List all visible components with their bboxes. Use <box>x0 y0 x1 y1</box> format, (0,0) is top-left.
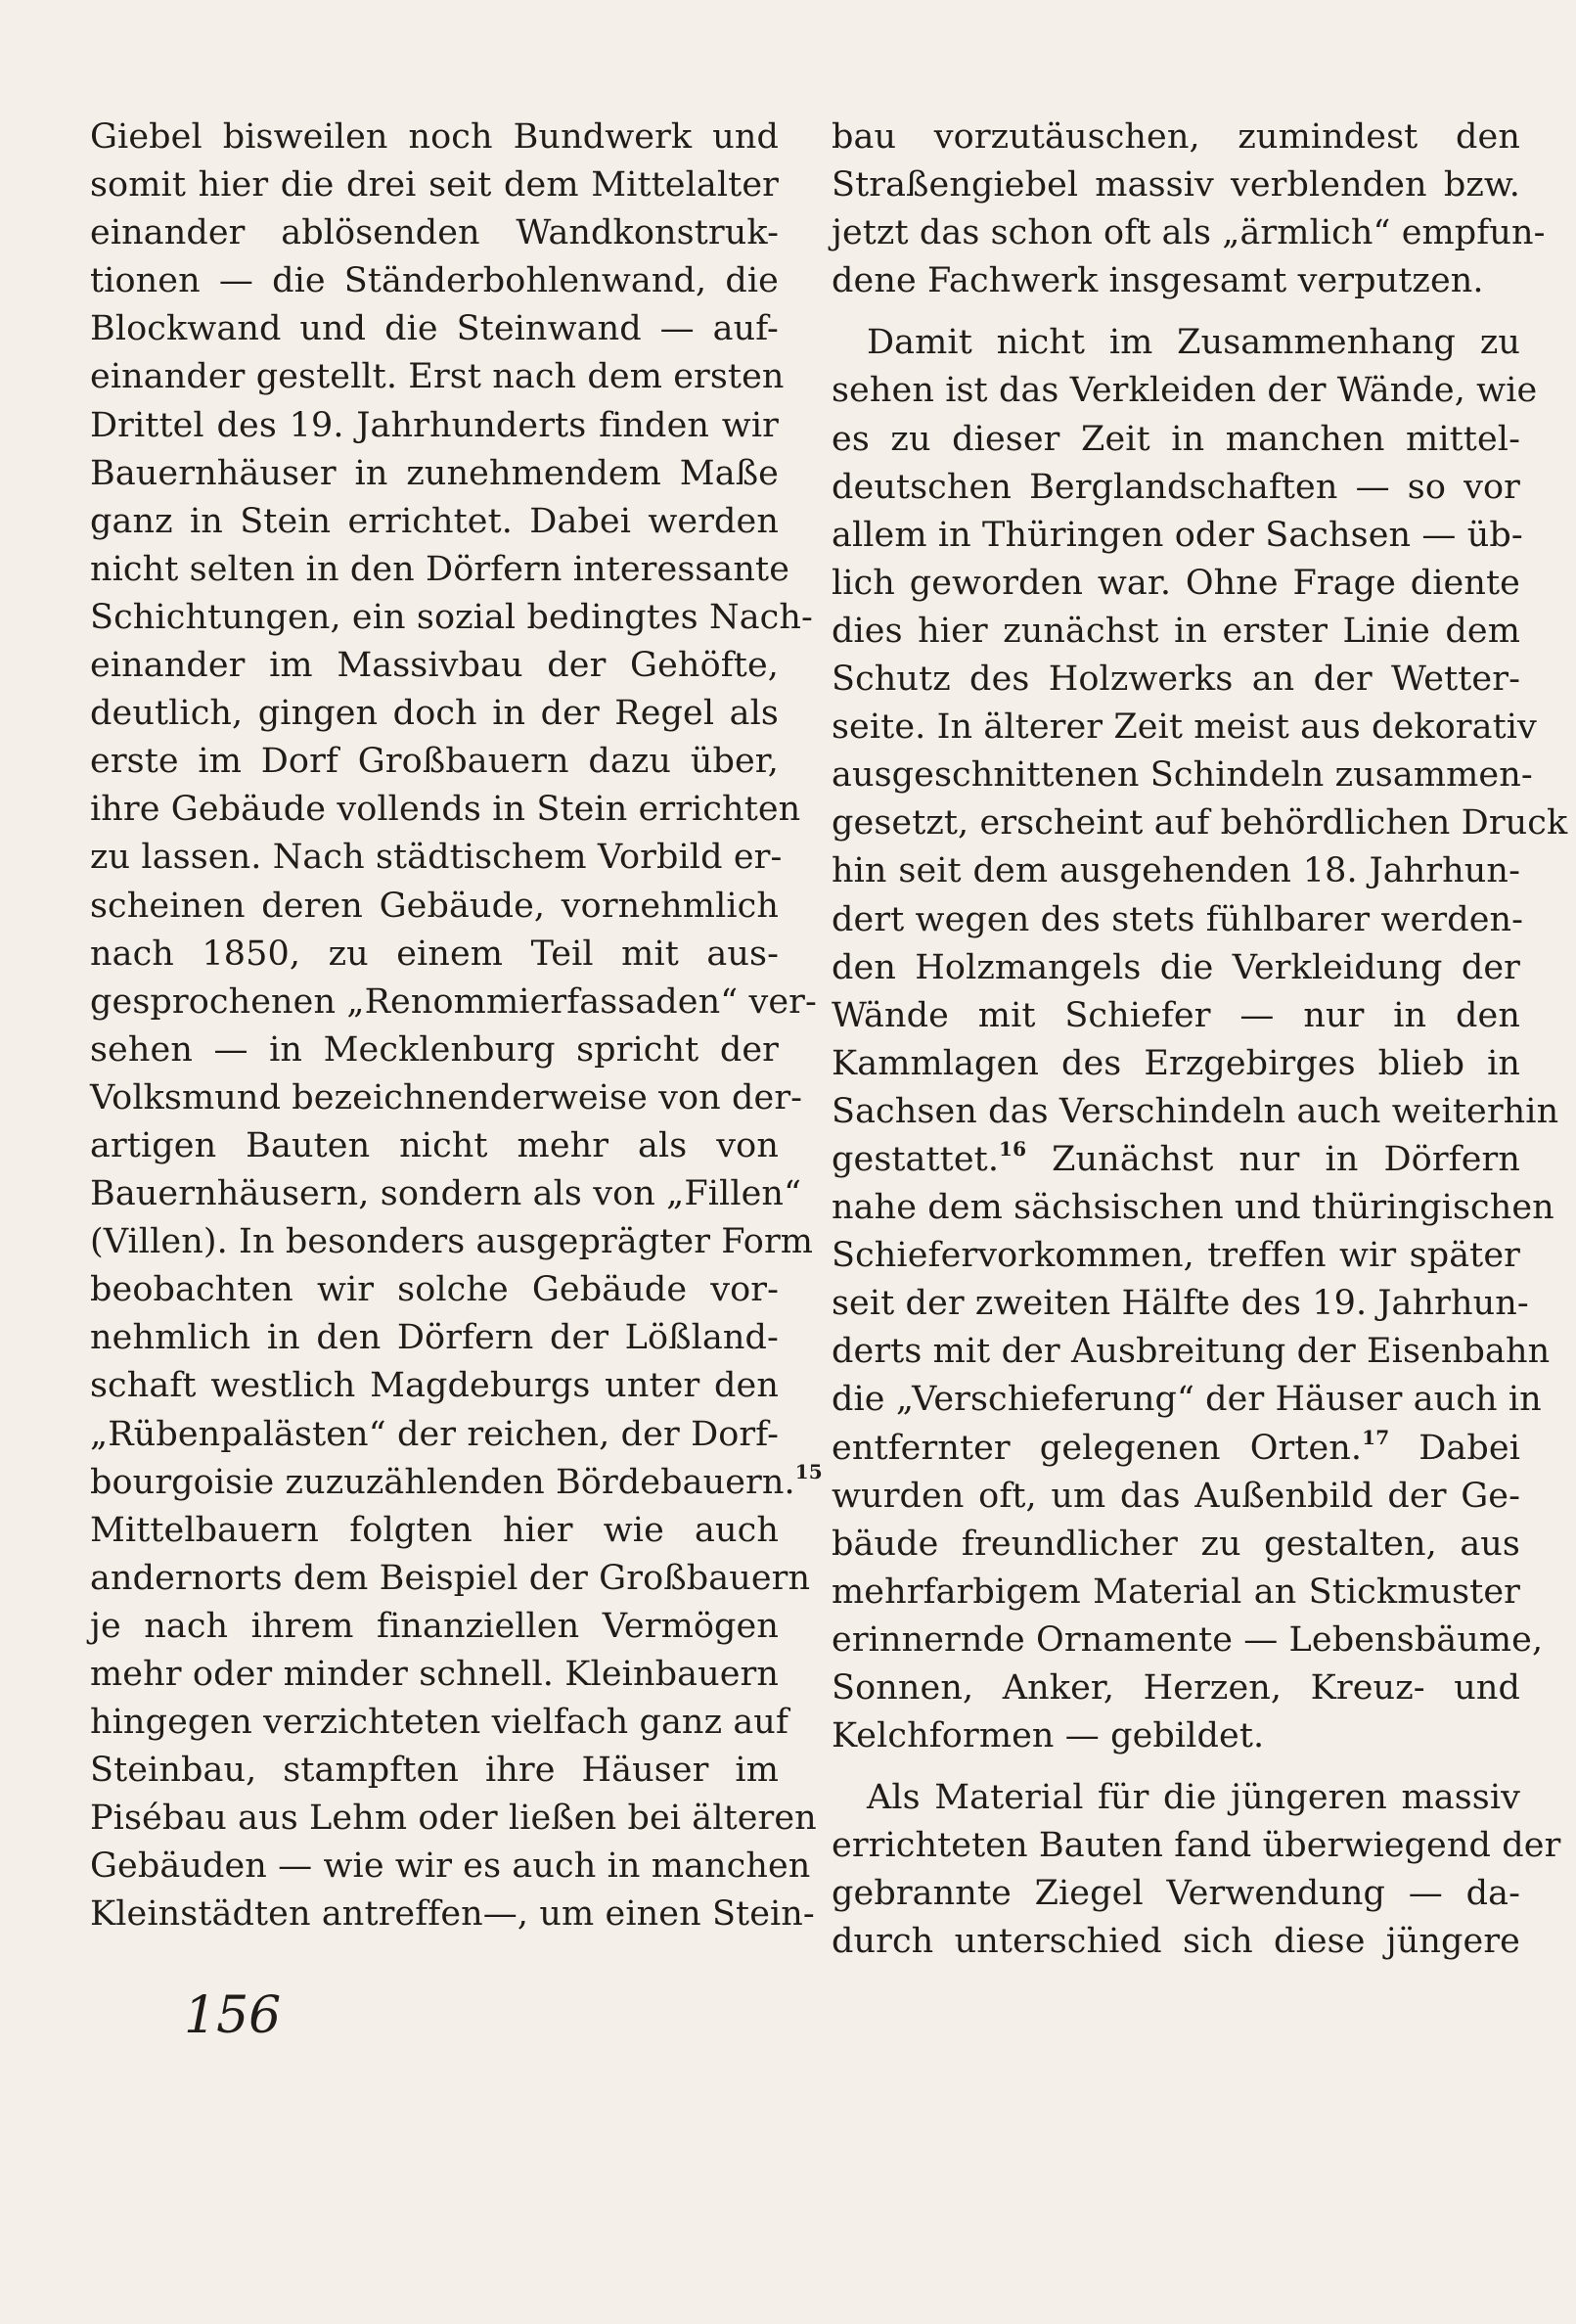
line-text: Sonnen, Anker, Herzen, Kreuz- und <box>832 1668 1520 1708</box>
text-line <box>832 1376 1542 1424</box>
line-text: Gebäuden — wie wir es auch in manchen <box>90 1846 811 1887</box>
line-text: Steinbau, stampften ihre Häuser im <box>90 1751 779 1791</box>
text-line <box>90 1314 779 1362</box>
text-line <box>832 416 1520 464</box>
line-text: dene Fachwerk insgesamt verputzen. <box>832 261 1484 301</box>
line-text: Kammlagen des Erzgebirges blieb in <box>832 1043 1520 1083</box>
line-text: Schiefervorkommen, treffen wir später <box>832 1236 1520 1276</box>
text-line <box>832 1280 1529 1328</box>
line-text: mehrfarbigem Material an Stickmuster <box>832 1572 1520 1612</box>
line-text: gesetzt, erscheint auf behördlichen Druck <box>832 803 1568 843</box>
text-line <box>90 402 779 450</box>
line-text: seit der zweiten Hälfte des 19. Jahrhun- <box>832 1284 1529 1324</box>
text-line <box>832 1712 1520 1760</box>
line-text: bäude freundlicher zu gestalten, aus <box>832 1524 1520 1564</box>
line-text: Bauernhäusern, sondern als von „Fillen“ <box>90 1174 802 1214</box>
line-text: erste im Dorf Großbauern dazu über, <box>90 742 779 782</box>
text-line <box>832 464 1520 512</box>
line-text: Drittel des 19. Jahrhunderts finden wir <box>90 405 779 445</box>
text-line <box>832 1569 1520 1617</box>
line-text: andernorts dem Beispiel der Großbauern <box>90 1558 811 1598</box>
footnote-marker: 16 <box>999 1137 1027 1162</box>
text-line <box>90 450 779 498</box>
text-line <box>832 1425 1520 1473</box>
paragraph-gap <box>832 1760 1520 1774</box>
line-text-continued: Zunächst nur in Dörfern <box>1026 1139 1520 1179</box>
line-text: Giebel bisweilen noch Bundwerk und <box>90 117 779 157</box>
line-text: nach 1850, zu einem Teil mit aus- <box>90 934 779 974</box>
line-text: hin seit dem ausgehenden 18. Jahrhun- <box>832 851 1520 891</box>
line-text: deutlich, gingen doch in der Regel als <box>90 694 779 734</box>
line-text: entfernter gelegenen Orten. <box>832 1428 1363 1468</box>
text-line <box>832 1328 1551 1376</box>
text-line <box>90 1170 802 1218</box>
line-text: allem in Thüringen oder Sachsen — üb- <box>832 515 1523 555</box>
text-line <box>832 608 1520 656</box>
text-line <box>90 786 801 834</box>
text-line <box>832 560 1520 608</box>
line-text: Blockwand und die Steinwand — auf- <box>90 309 779 349</box>
text-line <box>90 1891 815 1938</box>
text-line <box>832 1774 1520 1822</box>
line-text: einander ablösenden Wandkonstruk- <box>90 213 779 253</box>
line-text: gestattet. <box>832 1139 1000 1179</box>
line-text: Als Material für die jüngeren massiv <box>867 1778 1520 1818</box>
line-text: sehen ist das Verkleiden der Wände, wie <box>832 371 1538 411</box>
line-text: Pisébau aus Lehm oder ließen bei älteren <box>90 1799 817 1839</box>
line-text: errichteten Bauten fand überwiegend der <box>832 1826 1561 1866</box>
text-line <box>90 353 785 401</box>
line-text: derts mit der Ausbreitung der Eisenbahn <box>832 1332 1551 1372</box>
text-line <box>832 512 1523 560</box>
text-line <box>90 498 779 546</box>
text-line <box>90 1747 779 1795</box>
text-line <box>832 656 1520 704</box>
text-line <box>90 1507 779 1555</box>
text-line <box>832 161 1520 209</box>
line-text: erinnernde Ornamente — Lebensbäume, <box>832 1619 1544 1660</box>
line-text: nehmlich in den Dörfern der Lößland- <box>90 1318 779 1358</box>
line-text: Schutz des Holzwerks an der Wetter- <box>832 660 1520 700</box>
line-text: bourgoisie zuzuzählenden Bördebauern. <box>90 1462 795 1502</box>
text-line <box>832 847 1520 895</box>
text-line <box>90 1843 811 1891</box>
text-line <box>90 979 817 1026</box>
text-line <box>90 1362 779 1410</box>
text-line <box>832 1617 1544 1664</box>
line-text: zu lassen. Nach städtischem Vorbild er- <box>90 838 783 878</box>
line-text: es zu dieser Zeit in manchen mittel- <box>832 419 1520 459</box>
text-line <box>832 1088 1559 1136</box>
line-text: nicht selten in den Dörfern interessante <box>90 549 790 589</box>
text-line <box>90 931 779 979</box>
left-column <box>90 114 823 1939</box>
text-line <box>832 704 1537 752</box>
line-text-continued: Dabei <box>1389 1428 1521 1468</box>
line-text: nahe dem sächsischen und thüringischen <box>832 1188 1554 1228</box>
text-line <box>832 1664 1520 1712</box>
text-line <box>90 883 779 931</box>
right-column <box>832 114 1568 1967</box>
line-text: Sachsen das Verschindeln auch weiterhin <box>832 1091 1559 1131</box>
line-text: Kleinstädten antreffen—, um einen Stein- <box>90 1894 815 1935</box>
text-line <box>90 642 779 690</box>
line-text: Straßengiebel massiv verblenden bzw. <box>832 165 1520 205</box>
line-text: einander gestellt. Erst nach dem ersten <box>90 357 785 397</box>
text-line <box>90 161 779 209</box>
line-text: mehr oder minder schnell. Kleinbauern <box>90 1655 779 1694</box>
line-text: Schichtungen, ein sozial bedingtes Nach- <box>90 597 813 637</box>
text-line <box>832 1232 1520 1280</box>
text-line <box>90 738 779 786</box>
line-text: den Holzmangels die Verkleidung der <box>832 947 1520 987</box>
text-line <box>90 1026 779 1074</box>
text-line <box>832 1822 1561 1870</box>
text-line <box>832 257 1520 305</box>
line-text: dert wegen des stets fühlbarer werden- <box>832 899 1524 939</box>
text-line <box>90 594 813 642</box>
line-text: deutschen Berglandschaften — so vor <box>832 467 1520 507</box>
text-line <box>832 1521 1520 1569</box>
line-text: die „Verschieferung“ der Häuser auch in <box>832 1380 1542 1420</box>
line-text: Damit nicht im Zusammenhang zu <box>867 323 1520 363</box>
line-text: ihre Gebäude vollends in Stein errichten <box>90 790 801 830</box>
text-line <box>832 799 1568 847</box>
text-line <box>90 834 783 882</box>
line-text: seite. In älterer Zeit meist aus dekorativ <box>832 707 1537 748</box>
line-text: schaft westlich Magdeburgs unter den <box>90 1366 779 1406</box>
line-text: hingegen verzichteten vielfach ganz auf <box>90 1703 788 1743</box>
text-line <box>832 1136 1520 1184</box>
text-line <box>90 305 779 353</box>
line-text: artigen Bauten nicht mehr als von <box>90 1125 779 1165</box>
text-line <box>832 1473 1520 1521</box>
text-line <box>832 1918 1520 1966</box>
line-text: tionen — die Ständerbohlenwand, die <box>90 261 779 301</box>
line-text: Bauernhäuser in zunehmendem Maße <box>90 453 779 493</box>
text-line <box>90 1218 814 1266</box>
text-line <box>90 1795 817 1843</box>
text-line <box>90 257 779 305</box>
text-line <box>832 367 1538 415</box>
line-text: beobachten wir solche Gebäude vor- <box>90 1270 779 1310</box>
line-text: ganz in Stein errichtet. Dabei werden <box>90 501 779 541</box>
line-text: Volksmund bezeichnenderweise von der- <box>90 1077 803 1117</box>
line-text: sehen — in Mecklenburg spricht der <box>90 1029 779 1070</box>
paragraph-gap <box>832 305 1520 319</box>
line-text: wurden oft, um das Außenbild der Ge- <box>832 1476 1520 1516</box>
text-line <box>90 1459 823 1507</box>
line-text: somit hier die drei seit dem Mittelalter <box>90 165 779 205</box>
line-text: jetzt das schon oft als „ärmlich“ empfun- <box>832 213 1546 253</box>
text-line <box>832 114 1520 161</box>
text-line <box>832 1040 1520 1088</box>
line-text: bau vorzutäuschen, zumindest den <box>832 117 1520 157</box>
text-line <box>832 752 1533 799</box>
text-line <box>90 1122 779 1170</box>
text-line <box>90 114 779 161</box>
text-line <box>90 1555 811 1603</box>
line-text: durch unterschied sich diese jüngere <box>832 1922 1520 1962</box>
text-line <box>832 944 1520 992</box>
line-text: Wände mit Schiefer — nur in den <box>832 995 1520 1035</box>
text-line <box>90 1411 779 1459</box>
text-line <box>832 896 1524 944</box>
line-text: gesprochenen „Renommierfassaden“ ver- <box>90 981 817 1022</box>
line-text: Kelchformen — gebildet. <box>832 1716 1265 1756</box>
text-line <box>832 209 1546 257</box>
text-line <box>90 546 790 594</box>
text-line <box>832 992 1520 1040</box>
line-text: je nach ihrem finanziellen Vermögen <box>90 1606 779 1646</box>
line-text: einander im Massivbau der Gehöfte, <box>90 646 779 686</box>
text-line <box>90 1699 788 1747</box>
text-line <box>832 1870 1520 1918</box>
line-text: ausgeschnittenen Schindeln zusammen- <box>832 755 1533 796</box>
line-text: dies hier zunächst in erster Linie dem <box>832 611 1520 651</box>
line-text: Mittelbauern folgten hier wie auch <box>90 1510 779 1550</box>
text-line <box>832 319 1520 367</box>
text-line <box>90 1603 779 1651</box>
line-text: scheinen deren Gebäude, vornehmlich <box>90 886 779 926</box>
line-text: gebrannte Ziegel Verwendung — da- <box>832 1874 1520 1914</box>
page-number: 156 <box>184 1986 282 2045</box>
line-text: lich geworden war. Ohne Frage diente <box>832 563 1520 603</box>
text-line <box>90 690 779 738</box>
text-line <box>90 209 779 257</box>
text-line <box>90 1651 779 1699</box>
line-text: „Rübenpalästen“ der reichen, der Dorf- <box>90 1414 779 1454</box>
text-line <box>90 1266 779 1314</box>
footnote-marker: 15 <box>794 1459 823 1483</box>
footnote-marker: 17 <box>1362 1425 1390 1449</box>
text-line <box>90 1074 803 1122</box>
line-text: (Villen). In besonders ausgeprägter Form <box>90 1222 814 1262</box>
text-line <box>832 1184 1554 1232</box>
